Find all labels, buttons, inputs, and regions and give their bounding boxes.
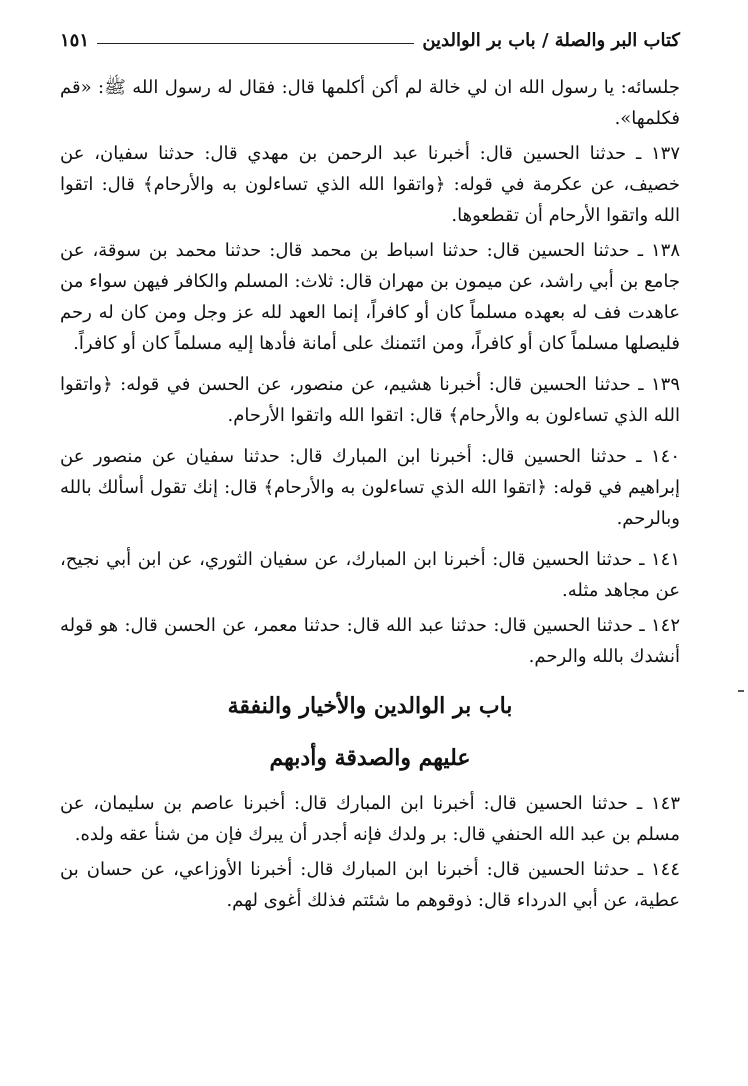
paragraph-continuation: جلسائه: يا رسول الله ان لي خالة لم أكن أكلمها قال: فقال له رسول الله ﷺ: «قم فكلمها».	[60, 77, 680, 129]
chapter-title-line1: باب بر الوالدين والأخيار والنفقة	[227, 693, 513, 719]
hadith-143: ١٤٣ ـ حدثنا الحسين قال: أخبرنا ابن المبارك قال: أخبرنا عاصم بن سليمان، عن مسلم بن عبد الله الحنفي قال: بر ولدك فإنه أجدر أن يبرك فإن من شنأ عقه ولده.	[60, 793, 680, 845]
running-title: كتاب البر والصلة / باب بر الوالدين	[422, 29, 680, 51]
spacer	[60, 431, 680, 441]
book-page	[60, 22, 680, 916]
page-number: ١٥١	[60, 29, 90, 51]
hadith-144: ١٤٤ ـ حدثنا الحسين قال: أخبرنا ابن المبارك قال: أخبرنا الأوزاعي، عن حسان بن عطية، عن أبي الدرداء قال: ذوقوهم ما شئتم فذلك أغوى لهم.	[60, 859, 680, 911]
hadith-140: ١٤٠ ـ حدثنا الحسين قال: أخبرنا ابن المبارك قال: حدثنا سفيان عن منصور عن إبراهيم في قوله: ﴿اتقوا الله الذي تساءلون به والأرحام﴾ قال: إنك تقول أسألك بالله وبالرحم.	[60, 446, 680, 529]
hadith-142: ١٤٢ ـ حدثنا الحسين قال: حدثنا عبد الله قال: حدثنا معمر، عن الحسن قال: هو قوله أنشدك بالله والرحم.	[60, 615, 680, 667]
margin-mark	[738, 690, 744, 692]
header-rule	[97, 43, 414, 44]
hadith-137: ١٣٧ ـ حدثنا الحسين قال: أخبرنا عبد الرحمن بن مهدي قال: حدثنا سفيان، عن خصيف، عن عكرمة في قوله: ﴿واتقوا الله الذي تساءلون به والأرحام﴾ قال: اتقوا الله واتقوا الأرحام أن تقطعوها.	[60, 143, 680, 226]
chapter-title-line2: عليهم والصدقة وأدبهم	[269, 745, 471, 771]
hadith-141: ١٤١ ـ حدثنا الحسين قال: أخبرنا ابن المبارك، عن سفيان الثوري، عن ابن أبي نجيح، عن مجاهد مثله.	[60, 549, 680, 601]
page-header	[60, 22, 680, 58]
spacer	[60, 359, 680, 369]
hadith-139: ١٣٩ ـ حدثنا الحسين قال: أخبرنا هشيم، عن منصور، عن الحسن في قوله: ﴿واتقوا الله الذي تساءلون به والأرحام﴾ قال: اتقوا الله واتقوا الأرحام.	[60, 374, 680, 426]
spacer	[60, 534, 680, 544]
hadith-138: ١٣٨ ـ حدثنا الحسين قال: حدثنا اسباط بن محمد قال: حدثنا محمد بن سوقة، عن جامع بن أبي راشد، عن ميمون بن مهران قال: ثلاث: المسلم والكافر فيهن سواء من عاهدت فف له بعهده مسلماً كان أو كافراً، إنما العهد لله عز وجل ومن كان له رحم فليصلها مسلماً كان أو كافراً، ومن ائتمنك على أمانة فأدها إليه مسلماً كان أو كافراً.	[60, 240, 680, 354]
